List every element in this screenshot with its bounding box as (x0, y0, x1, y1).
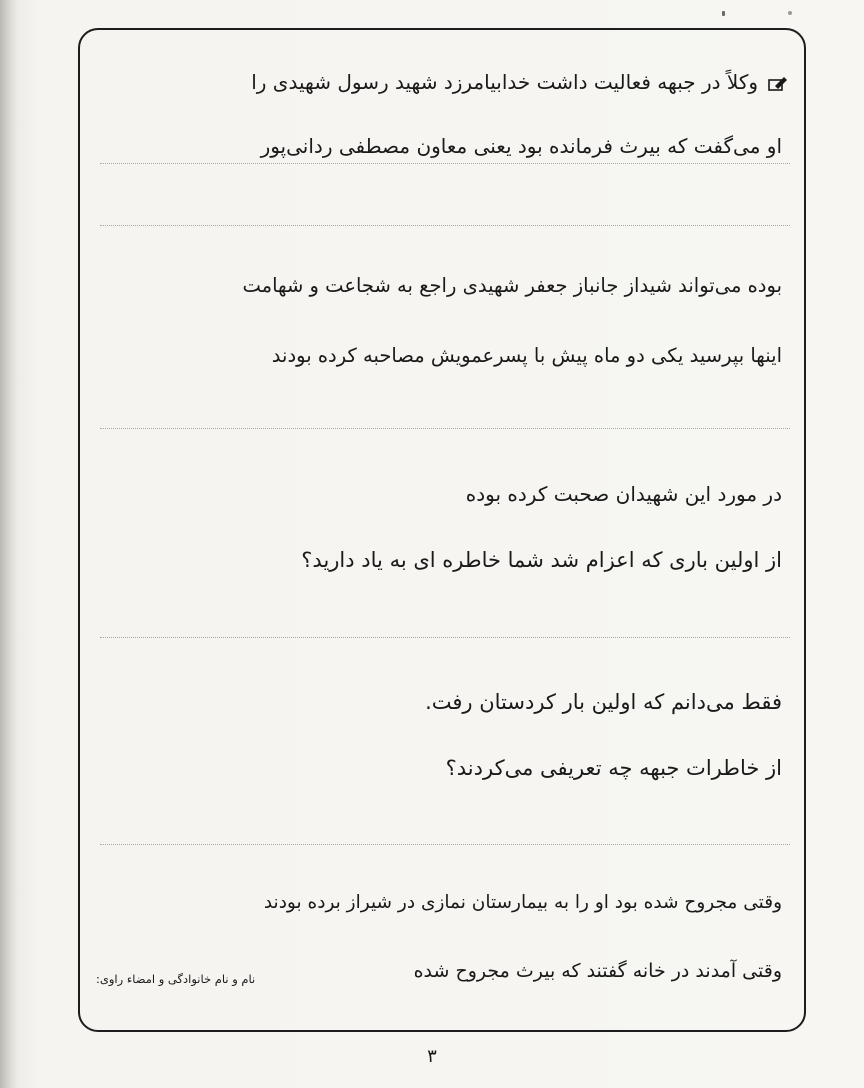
ruled-line (100, 637, 790, 638)
question-line-2: از خاطرات جبهه چه تعریفی می‌کردند؟ (445, 756, 782, 780)
answer-line-4: اینها بپرسید یکی دو ماه پیش با پسرعمویش مصاحبه کرده بودند (271, 344, 782, 367)
page-number: ۳ (427, 1046, 437, 1067)
ruled-line (100, 428, 790, 429)
answer-line-2: او می‌گفت که بیرث فرمانده بود یعنی معاون مصطفی ردانی‌پور (260, 134, 782, 158)
binding-edge (0, 0, 18, 1088)
scan-marks (720, 8, 800, 20)
answer-line-6: فقط می‌دانم که اولین بار کردستان رفت. (425, 690, 782, 714)
answer-line-7: وقتی مجروح شده بود او را به بیمارستان نمازی در شیراز برده بودند (263, 892, 782, 913)
answer-line-3: بوده می‌تواند شیداز جانباز جعفر شهیدی راجع به شجاعت و شهامت (242, 274, 782, 297)
answer-line-5: در مورد این شهیدان صحبت کرده بوده (465, 482, 782, 506)
answer-line-8: وقتی آمدند در خانه گفتند که بیرث مجروح شده (413, 960, 782, 982)
narrator-signature-label: نام و نام خانوادگی و امضاء راوی: (96, 972, 256, 986)
question-line-1: از اولین باری که اعزام شد شما خاطره ای به یاد دارید؟ (301, 548, 782, 572)
pencil-icon (768, 74, 788, 92)
ruled-line (100, 163, 790, 164)
ruled-line (100, 225, 790, 226)
form-frame (78, 28, 806, 1032)
answer-line-1: وکلاً در جبهه فعالیت داشت خدابیامرزد شهید رسول شهیدی را (251, 70, 758, 94)
ruled-line (100, 844, 790, 845)
